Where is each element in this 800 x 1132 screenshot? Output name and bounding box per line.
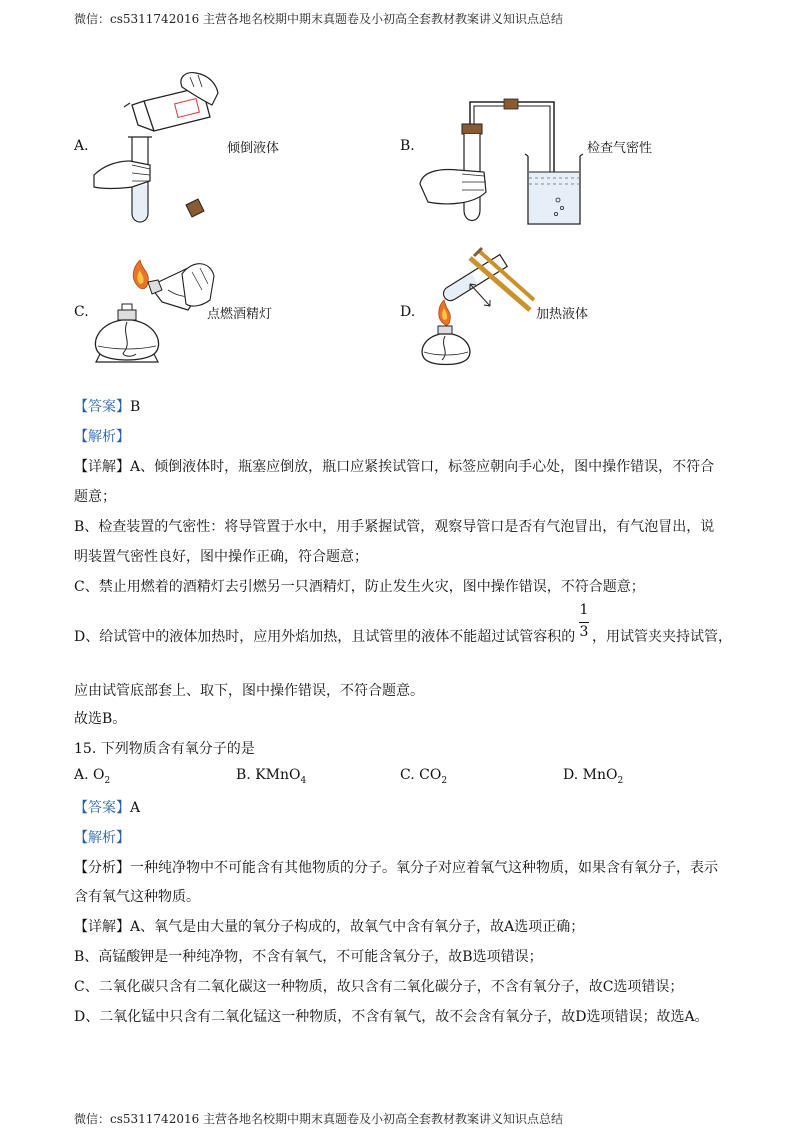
q15-option-d-sub: 2 (617, 775, 624, 786)
q15-option-b (236, 767, 306, 786)
q15-option-a-sub: 2 (104, 775, 111, 786)
q15-analysis-tag: 【解析】 (74, 830, 130, 846)
q15-analysis-line2: 含有氧气这种物质。 (74, 889, 200, 905)
q15-option-c-label: C. (400, 767, 415, 783)
page-header: 微信：cs5311742016 主营各地名校期中期末真题卷及小初高全套教材教案讲义知识点总结 (74, 12, 564, 26)
q15-option-b-formula: KMnO (255, 767, 301, 783)
q15-detail-line4: D、二氧化锰中只含有二氧化锰这一种物质，不含有氧气，故不会含有氧分子，故D选项错误；故选A。 (74, 1009, 709, 1025)
airtightness-check-illustration (418, 92, 588, 230)
q15-option-d-label: D. (563, 767, 579, 783)
q14-detail-line3: B、检查装置的气密性：将导管置于水中，用手紧握试管，观察导管口是否有气泡冒出，有气泡冒出，说 (74, 519, 715, 535)
option-b-caption: 检查气密性 (587, 141, 653, 156)
q15-option-a-formula: O (93, 767, 105, 783)
q15-option-b-label: B. (236, 767, 251, 783)
q14-answer-value: B (130, 399, 141, 415)
fraction-bar (579, 622, 589, 623)
pour-liquid-illustration (92, 65, 232, 230)
q14-detail-line5: C、禁止用燃着的酒精灯去引燃另一只酒精灯，防止发生火灾，图中操作错误，不符合题意； (74, 579, 645, 595)
q14-detail-line1: 【详解】A、倾倒液体时，瓶塞应倒放，瓶口应紧挨试管口，标签应朝向手心处，图中操作错误，不符合 (74, 459, 715, 475)
q15-option-a-label: A. (74, 767, 89, 783)
light-alcohol-lamp-illustration (92, 250, 216, 368)
page-footer: 微信：cs5311742016 主营各地名校期中期末真题卷及小初高全套教材教案讲义知识点总结 (74, 1112, 564, 1126)
q14-detail-line7: 应由试管底部套上、取下，图中操作错误，不符合题意。 (74, 683, 424, 699)
q15-detail-line3: C、二氧化碳只含有二氧化碳这一种物质，故只含有二氧化碳分子，不含有氧分子，故C选项错误； (74, 979, 684, 995)
q14-analysis-tag: 【解析】 (74, 429, 130, 445)
q15-analysis-line1: 【分析】一种纯净物中不可能含有其他物质的分子。氧分子对应着氧气这种物质，如果含有氧分子，表示 (74, 860, 718, 876)
option-a-label: A. (74, 138, 89, 154)
q15-answer-tag: 【答案】 (74, 800, 130, 816)
q15-option-b-sub: 4 (300, 775, 307, 786)
q15-option-d (563, 767, 623, 786)
q14-detail-line8: 故选B。 (74, 711, 127, 727)
q15-option-c-sub: 2 (441, 775, 448, 786)
q14-detail-line6b: ，用试管夹夹持试管， (592, 629, 732, 645)
option-b-label: B. (400, 138, 415, 154)
heat-liquid-illustration (418, 240, 538, 368)
q15-option-c (400, 767, 447, 786)
option-d-label: D. (400, 304, 416, 320)
q15-answer-row (74, 797, 140, 817)
q15-detail-line1: 【详解】A、氧气是由大量的氧分子构成的，故氧气中含有氧分子，故A选项正确； (74, 919, 585, 935)
option-c-caption: 点燃酒精灯 (207, 307, 273, 322)
fraction-numerator: 1 (579, 602, 589, 618)
option-d-caption: 加热液体 (536, 307, 589, 322)
q14-answer-tag: 【答案】 (74, 399, 130, 415)
q15-detail-line2: B、高锰酸钾是一种纯净物，不含有氧气，不可能含氧分子，故B选项错误； (74, 949, 543, 965)
q15-answer-value: A (130, 800, 141, 816)
q14-detail-line4: 明装置气密性良好，图中操作正确，符合题意； (74, 549, 368, 565)
q15-option-a (74, 767, 110, 786)
q14-answer-row (74, 396, 140, 416)
q15-option-d-formula: MnO (582, 767, 618, 783)
option-a-caption: 倾倒液体 (227, 141, 280, 156)
q15-option-c-formula: CO (419, 767, 442, 783)
q15-stem: 15. 下列物质含有氧分子的是 (74, 741, 255, 757)
one-third-fraction (577, 602, 591, 640)
option-c-label: C. (74, 304, 89, 320)
q14-detail-line6: D、给试管中的液体加热时，应用外焰加热，且试管里的液体不能超过试管容积的 (74, 629, 576, 645)
fraction-denominator: 3 (579, 624, 589, 640)
q14-detail-line2: 题意； (74, 489, 116, 505)
